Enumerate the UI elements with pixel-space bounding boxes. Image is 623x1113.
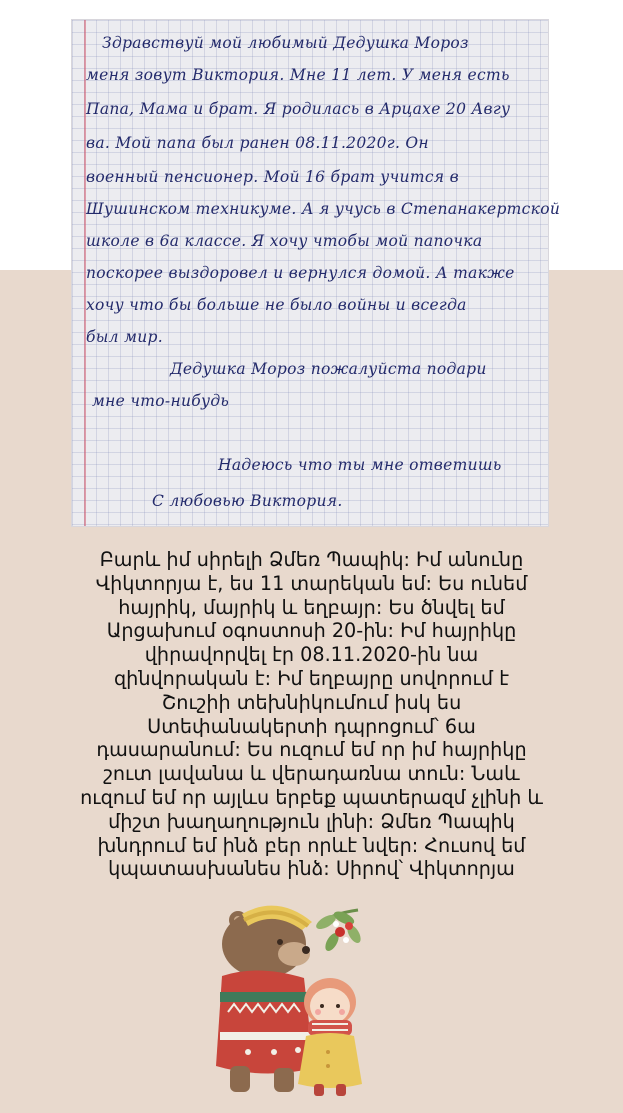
letter-line-9: хочу что бы больше не было войны и всегда <box>86 296 467 314</box>
letter-line-8: поскорее выздоровел и вернулся домой. А также <box>86 264 515 282</box>
letter-line-14: С любовью Виктория. <box>152 492 343 510</box>
letter-line-7: школе в 6а классе. Я хочу чтобы мой папочка <box>86 232 483 250</box>
letter-line-6: Шушинском техникуме. А я учусь в Степанакертской <box>86 200 561 218</box>
letter-line-10: был мир. <box>86 328 163 346</box>
letter-line-12: мне что-нибудь <box>92 392 230 410</box>
letter-line-13: Надеюсь что ты мне ответишь <box>218 456 502 474</box>
bear-and-girl-with-mistletoe-icon <box>208 900 388 1100</box>
girl-figure <box>298 978 362 1096</box>
letter-line-5: военный пенсионер. Мой 16 брат учится в <box>86 168 459 186</box>
handwritten-letter-photo <box>72 20 561 526</box>
armenian-translation: Բարև իմ սիրելի Ձմեռ Պապիկ: Իմ անունը Վիկտորյա է, ես 11 տարեկան եմ: Ես ունեմ հայրիկ, մայրիկ և եղբայր: Ես ծնվել եմ Արցախում օգոստոսի 20-ին: Իմ հայրիկը վիրավորվել էր 08.11.2020-ին նա զինվորական է: Իմ եղբայրը սովորում է Շուշիի տեխնիկումում իսկ ես Ստեփանակերտի դպրոցում՝ 6ա դասարանում: Ես ուզում եմ որ իմ հայրիկը շուտ լավանա և վերադառնա տուն: Նաև ուզում եմ որ այլևս երբեք պատերազմ չլինի և միշտ խաղաղություն լինի: Ձմեռ Պապիկ խնդրում եմ ինձ բեր որևէ նվեր: Հուսով եմ կպատասխանես ինձ: Սիրով՝ Վիկտորյա <box>80 548 543 881</box>
letter-line-11: Дедушка Мороз пожалуйста подари <box>170 360 487 378</box>
bear-figure <box>216 906 314 1092</box>
letter-line-1: Здравствуй мой любимый Дедушка Мороз <box>102 34 469 52</box>
letter-line-4: ва. Мой папа был ранен 08.11.2020г. Он <box>86 134 429 152</box>
letter-line-3: Папа, Мама и брат. Я родилась в Арцахе 20 Авгу <box>86 100 511 118</box>
mistletoe-icon <box>314 909 363 953</box>
letter-line-2: меня зовут Виктория. Мне 11 лет. У меня есть <box>86 66 510 84</box>
